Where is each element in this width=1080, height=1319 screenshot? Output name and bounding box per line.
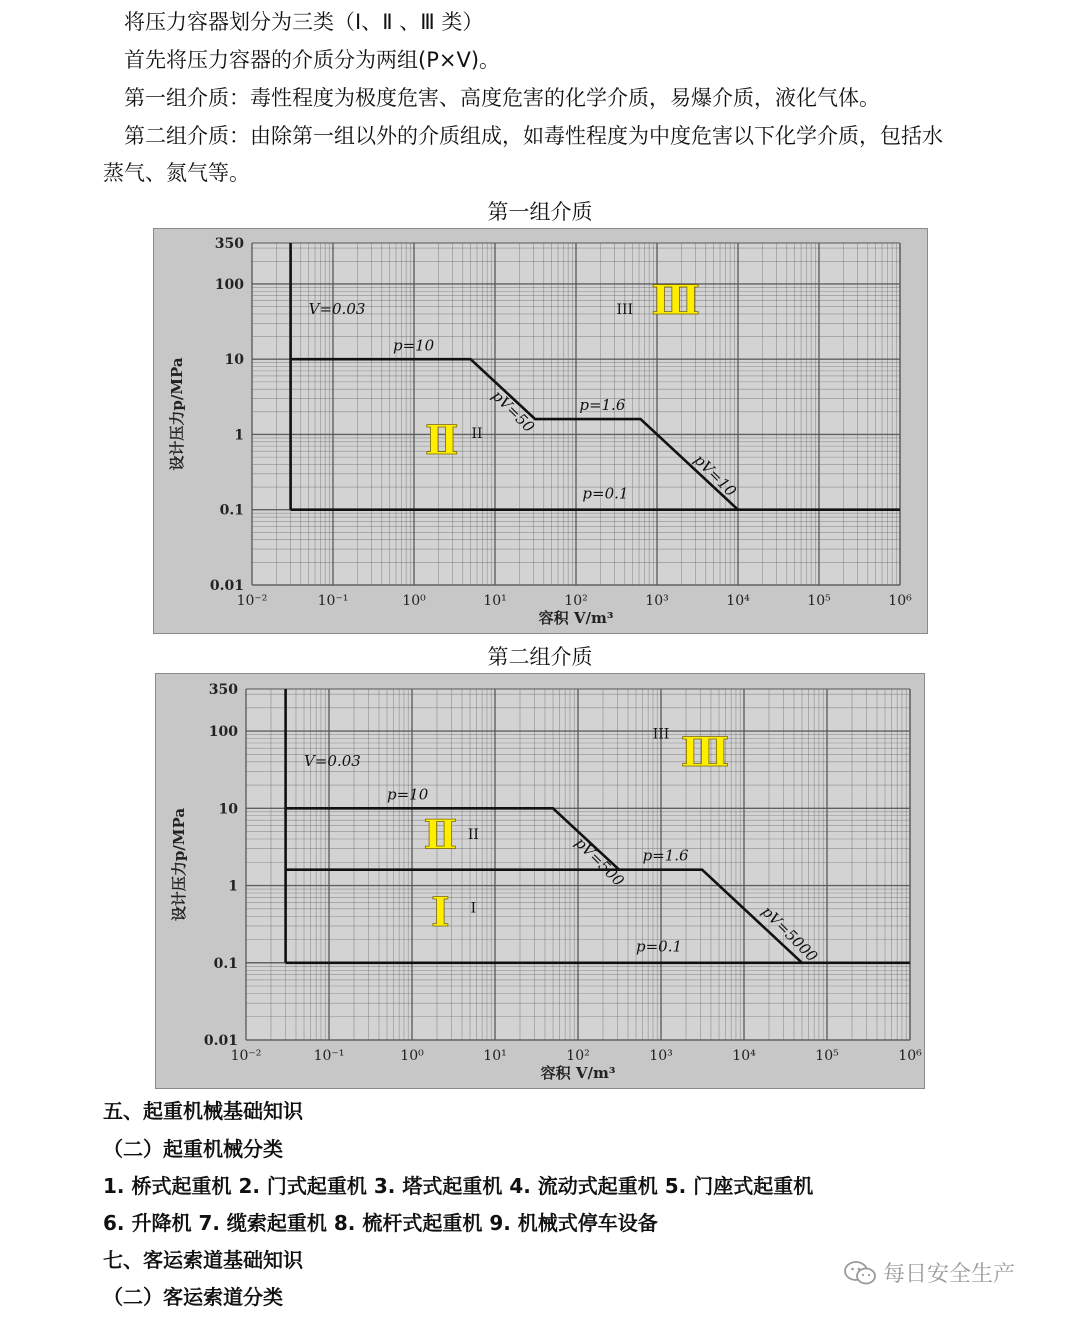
annotation-label: pV=500: [571, 833, 628, 890]
x-tick-label: 10¹: [483, 593, 507, 609]
y-axis-label: 设计压力p/MPa: [168, 357, 186, 471]
y-tick-label: 1: [228, 878, 238, 895]
annotation-label: p=10: [387, 785, 429, 804]
chart-2-caption: 第二组介质: [487, 645, 593, 669]
x-tick-label: 10²: [564, 593, 588, 609]
intro-line-3: 第一组介质：毒性程度为极度危害、高度危害的化学介质，易爆介质，液化气体。: [124, 86, 880, 110]
chart-2: [156, 674, 924, 1088]
region-label: III: [616, 301, 634, 318]
region-label: I: [470, 900, 477, 917]
x-tick-label: 10⁻¹: [317, 593, 349, 609]
annotation-label: p=10: [392, 336, 435, 355]
chart-2-frame: [155, 673, 925, 1089]
section-7-heading: 七、客运索道基础知识: [103, 1248, 303, 1272]
x-tick-label: 10⁰: [400, 1048, 424, 1064]
x-tick-label: 10⁵: [807, 593, 831, 609]
x-tick-label: 10³: [649, 1048, 673, 1064]
wechat-icon: [843, 1260, 877, 1286]
x-tick-label: 10³: [645, 593, 669, 609]
y-tick-label: 10: [224, 352, 244, 369]
chart-1-frame: [153, 228, 928, 634]
region-highlight: Ⅰ: [431, 888, 450, 936]
annotation-label: V=0.03: [304, 752, 361, 771]
x-tick-label: 10²: [566, 1048, 590, 1064]
section-7-subheading: （二）客运索道分类: [103, 1285, 283, 1309]
region-label: III: [652, 726, 670, 743]
intro-line-4-cont: 蒸气、氮气等。: [103, 161, 250, 185]
x-tick-label: 10⁻²: [236, 593, 268, 609]
annotation-label: pV=10: [690, 450, 740, 501]
section-5-subheading: （二）起重机械分类: [103, 1137, 283, 1161]
annotation-label: p=1.6: [642, 846, 689, 865]
watermark: [843, 1257, 1015, 1288]
crane-list-2: 6. 升降机 7. 缆索起重机 8. 梳杆式起重机 9. 机械式停车设备: [103, 1211, 658, 1235]
y-tick-label: 10: [218, 801, 238, 818]
intro-line-4: 第二组介质：由除第一组以外的介质组成，如毒性程度为中度危害以下化学介质，包括水: [124, 124, 943, 148]
x-tick-label: 10⁴: [732, 1048, 756, 1064]
annotation-label: pV=5000: [758, 902, 822, 966]
annotation-label: p=0.1: [582, 484, 629, 503]
x-tick-label: 10⁶: [898, 1048, 922, 1064]
region-label: II: [471, 425, 483, 442]
x-tick-label: 10⁻²: [230, 1048, 262, 1064]
x-tick-label: 10¹: [483, 1048, 507, 1064]
region-highlight: Ⅱ: [424, 417, 459, 465]
x-tick-label: 10⁰: [402, 593, 426, 609]
region-highlight: Ⅲ: [651, 276, 701, 324]
y-tick-label: 0.01: [209, 578, 244, 594]
y-tick-label: 350: [214, 236, 244, 252]
y-tick-label: 100: [214, 276, 244, 293]
region-highlight: Ⅱ: [423, 811, 458, 859]
x-tick-label: 10⁵: [815, 1048, 839, 1064]
y-axis-label: 设计压力p/MPa: [170, 807, 188, 922]
x-tick-label: 10⁻¹: [313, 1048, 345, 1064]
y-tick-label: 0.1: [213, 955, 238, 972]
watermark-text: 每日安全生产: [883, 1262, 1016, 1287]
y-tick-label: 100: [208, 724, 238, 741]
intro-line-1: 将压力容器划分为三类（Ⅰ、Ⅱ 、Ⅲ 类）: [124, 10, 484, 34]
annotation-label: p=0.1: [636, 937, 683, 956]
annotation-label: V=0.03: [308, 299, 366, 318]
y-tick-label: 0.1: [219, 502, 244, 519]
annotation-label: pV=50: [488, 386, 539, 437]
chart-1: [154, 229, 927, 633]
y-tick-label: 0.01: [203, 1033, 238, 1049]
annotation-label: p=1.6: [579, 396, 626, 415]
intro-line-2: 首先将压力容器的介质分为两组(P×V)。: [124, 48, 501, 72]
region-label: II: [467, 827, 479, 844]
crane-list-1: 1. 桥式起重机 2. 门式起重机 3. 塔式起重机 4. 流动式起重机 5. 门座式起重机: [103, 1174, 814, 1198]
section-5-heading: 五、起重机械基础知识: [103, 1099, 303, 1123]
y-tick-label: 1: [234, 427, 244, 444]
y-tick-label: 350: [208, 682, 238, 698]
x-axis-label: 容积 V/m³: [540, 1064, 616, 1082]
x-axis-label: 容积 V/m³: [538, 609, 614, 627]
chart-1-caption: 第一组介质: [487, 200, 593, 224]
x-tick-label: 10⁶: [888, 593, 912, 609]
region-highlight: Ⅲ: [680, 729, 730, 777]
x-tick-label: 10⁴: [726, 593, 750, 609]
